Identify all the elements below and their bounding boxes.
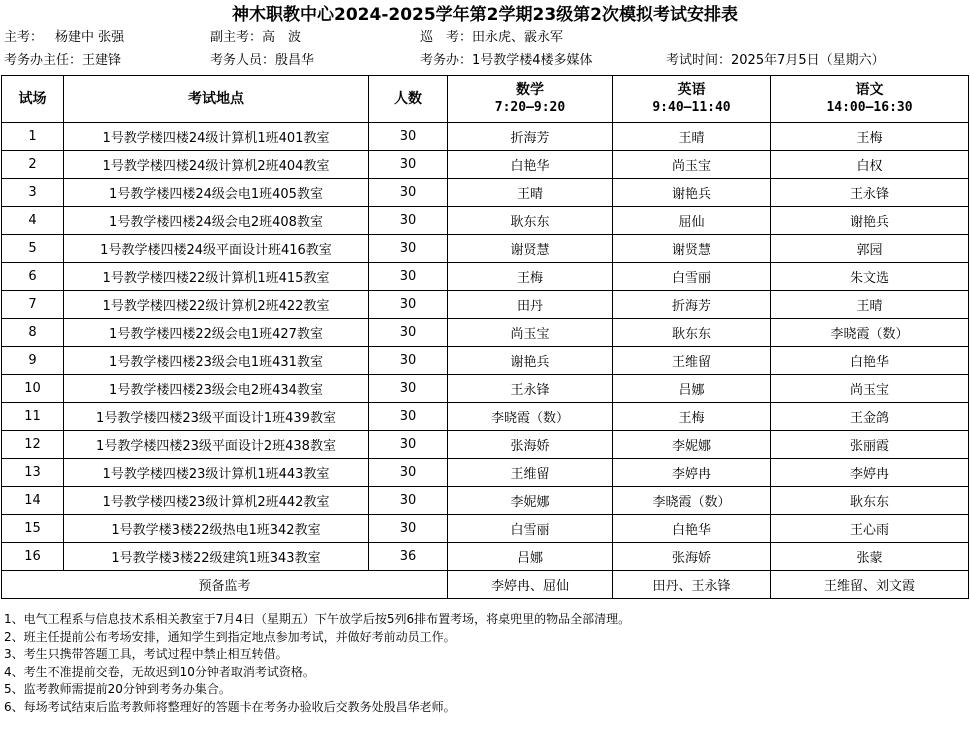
table-row — [2, 515, 969, 543]
table-row — [2, 431, 969, 459]
cell-math: 李晓霞（数） — [448, 403, 613, 431]
cell-math: 王晴 — [448, 179, 613, 207]
staff-info-row-2 — [0, 50, 970, 72]
cell-count: 30 — [369, 375, 448, 403]
exam-date — [666, 50, 885, 72]
cell-math: 王梅 — [448, 263, 613, 291]
cell-english: 白雪丽 — [613, 263, 771, 291]
cell-count: 30 — [369, 403, 448, 431]
cell-english: 李晓霞（数） — [613, 487, 771, 515]
chief-examiner-value: 杨建中 张强 — [55, 30, 125, 45]
table-row — [2, 179, 969, 207]
header-count: 人数 — [369, 76, 448, 123]
header-english-name: 英语 — [677, 82, 706, 98]
deputy-examiner-value: 高 波 — [262, 30, 302, 45]
cell-room: 12 — [2, 431, 64, 459]
cell-english: 谢贤慧 — [613, 235, 771, 263]
cell-room: 1 — [2, 123, 64, 151]
cell-count: 30 — [369, 319, 448, 347]
cell-english: 王维留 — [613, 347, 771, 375]
header-math — [448, 76, 613, 123]
cell-math: 尚玉宝 — [448, 319, 613, 347]
cell-room: 10 — [2, 375, 64, 403]
cell-english: 吕娜 — [613, 375, 771, 403]
reserve-label: 预备监考 — [2, 571, 448, 599]
patrol-examiner-value: 田永虎、霰永军 — [472, 30, 564, 45]
cell-chinese: 李晓霞（数） — [771, 319, 969, 347]
cell-math: 王维留 — [448, 459, 613, 487]
office-director-value: 王建锋 — [82, 53, 122, 68]
reserve-math: 李婷冉、屈仙 — [448, 571, 613, 599]
cell-location: 1号教学楼四楼22级会电1班427教室 — [64, 319, 369, 347]
cell-english: 王晴 — [613, 123, 771, 151]
cell-location: 1号教学楼3楼22级建筑1班343教室 — [64, 543, 369, 571]
cell-chinese: 耿东东 — [771, 487, 969, 515]
cell-chinese: 王梅 — [771, 123, 969, 151]
table-header-row — [2, 76, 969, 123]
exam-office-label: 考务办： — [420, 53, 473, 68]
cell-count: 30 — [369, 263, 448, 291]
cell-chinese: 郭园 — [771, 235, 969, 263]
cell-room: 6 — [2, 263, 64, 291]
cell-chinese: 王心雨 — [771, 515, 969, 543]
cell-count: 30 — [369, 235, 448, 263]
cell-chinese: 朱文选 — [771, 263, 969, 291]
cell-location: 1号教学楼3楼22级热电1班342教室 — [64, 515, 369, 543]
cell-chinese: 张蒙 — [771, 543, 969, 571]
cell-chinese: 白艳华 — [771, 347, 969, 375]
table-row — [2, 487, 969, 515]
patrol-examiner-label: 巡 考： — [420, 30, 473, 45]
cell-english: 白艳华 — [613, 515, 771, 543]
cell-location: 1号教学楼四楼22级计算机1班415教室 — [64, 263, 369, 291]
cell-location: 1号教学楼四楼24级会电1班405教室 — [64, 179, 369, 207]
cell-location: 1号教学楼四楼22级计算机2班422教室 — [64, 291, 369, 319]
cell-math: 张海娇 — [448, 431, 613, 459]
header-chinese-time: 14:00—16:30 — [826, 100, 913, 115]
cell-english: 屈仙 — [613, 207, 771, 235]
cell-count: 30 — [369, 179, 448, 207]
note-item: 5、监考教师需提前20分钟到考务办集合。 — [4, 682, 231, 696]
cell-count: 30 — [369, 347, 448, 375]
note-item: 6、每场考试结束后监考教师将整理好的答题卡在考务办验收后交教务处殷昌华老师。 — [4, 699, 456, 714]
cell-math: 折海芳 — [448, 123, 613, 151]
cell-location: 1号教学楼四楼23级平面设计2班438教室 — [64, 431, 369, 459]
cell-math: 白雪丽 — [448, 515, 613, 543]
cell-english: 张海娇 — [613, 543, 771, 571]
table-row — [2, 207, 969, 235]
cell-chinese: 谢艳兵 — [771, 207, 969, 235]
reserve-english: 田丹、王永锋 — [613, 571, 771, 599]
cell-chinese: 王金鸽 — [771, 403, 969, 431]
deputy-examiner-label: 副主考： — [210, 30, 263, 45]
table-row — [2, 123, 969, 151]
note-item: 4、考生不准提前交卷，无故迟到10分钟者取消考试资格。 — [4, 664, 315, 679]
cell-math: 吕娜 — [448, 543, 613, 571]
cell-room: 5 — [2, 235, 64, 263]
cell-count: 30 — [369, 515, 448, 543]
cell-room: 2 — [2, 151, 64, 179]
cell-count: 30 — [369, 151, 448, 179]
cell-math: 耿东东 — [448, 207, 613, 235]
exam-date-label: 考试时间： — [666, 53, 732, 68]
reserve-chinese: 王维留、刘文霞 — [771, 571, 969, 599]
cell-chinese: 白权 — [771, 151, 969, 179]
cell-math: 谢艳兵 — [448, 347, 613, 375]
cell-location: 1号教学楼四楼24级平面设计班416教室 — [64, 235, 369, 263]
cell-english: 李妮娜 — [613, 431, 771, 459]
cell-count: 30 — [369, 431, 448, 459]
cell-location: 1号教学楼四楼23级计算机2班442教室 — [64, 487, 369, 515]
cell-math: 田丹 — [448, 291, 613, 319]
header-chinese-name: 语文 — [855, 82, 884, 98]
cell-math: 白艳华 — [448, 151, 613, 179]
cell-chinese: 李婷冉 — [771, 459, 969, 487]
cell-count: 30 — [369, 459, 448, 487]
cell-english: 李婷冉 — [613, 459, 771, 487]
cell-count: 30 — [369, 207, 448, 235]
cell-chinese: 张丽霞 — [771, 431, 969, 459]
table-row — [2, 543, 969, 571]
exam-date-value: 2025年7月5日（星期六） — [731, 53, 885, 68]
table-row — [2, 235, 969, 263]
table-row — [2, 291, 969, 319]
table-row — [2, 459, 969, 487]
reserve-proctor-row — [2, 571, 969, 599]
staff-info-row-1 — [0, 27, 970, 49]
cell-count: 36 — [369, 543, 448, 571]
cell-english: 耿东东 — [613, 319, 771, 347]
chief-examiner-label: 主考： — [4, 30, 44, 45]
note-item: 2、班主任提前公布考场安排，通知学生到指定地点参加考试，并做好考前动员工作。 — [4, 629, 456, 644]
header-english-time: 9:40—11:40 — [652, 100, 731, 115]
cell-chinese: 尚玉宝 — [771, 375, 969, 403]
header-chinese — [771, 76, 969, 123]
cell-math: 王永锋 — [448, 375, 613, 403]
cell-room: 11 — [2, 403, 64, 431]
table-row — [2, 347, 969, 375]
note-item: 1、电气工程系与信息技术系相关教室于7月4日（星期五）下午放学后按5列6排布置考场，将桌兜里的物品全部清理。 — [4, 612, 631, 626]
cell-chinese: 王永锋 — [771, 179, 969, 207]
exam-schedule-table — [1, 75, 969, 599]
table-row — [2, 403, 969, 431]
table-row — [2, 375, 969, 403]
cell-location: 1号教学楼四楼23级平面设计1班439教室 — [64, 403, 369, 431]
cell-english: 尚玉宝 — [613, 151, 771, 179]
cell-location: 1号教学楼四楼24级计算机2班404教室 — [64, 151, 369, 179]
cell-room: 9 — [2, 347, 64, 375]
cell-math: 谢贤慧 — [448, 235, 613, 263]
cell-room: 7 — [2, 291, 64, 319]
cell-room: 13 — [2, 459, 64, 487]
exam-office — [420, 50, 593, 72]
table-row — [2, 151, 969, 179]
header-location: 考试地点 — [64, 76, 369, 123]
office-director — [4, 50, 121, 72]
cell-location: 1号教学楼四楼23级会电2班434教室 — [64, 375, 369, 403]
cell-room: 14 — [2, 487, 64, 515]
cell-count: 30 — [369, 123, 448, 151]
cell-room: 15 — [2, 515, 64, 543]
cell-english: 折海芳 — [613, 291, 771, 319]
notes-section — [4, 611, 964, 716]
cell-room: 16 — [2, 543, 64, 571]
cell-room: 4 — [2, 207, 64, 235]
note-item: 3、考生只携带答题工具，考试过程中禁止相互转借。 — [4, 647, 288, 661]
header-english — [613, 76, 771, 123]
patrol-examiner — [420, 27, 563, 49]
table-row — [2, 319, 969, 347]
cell-location: 1号教学楼四楼24级会电2班408教室 — [64, 207, 369, 235]
chief-examiner — [4, 27, 124, 49]
office-staff — [210, 50, 314, 72]
exam-office-value: 1号教学楼4楼多媒体 — [472, 53, 593, 68]
office-staff-label: 考务人员： — [210, 53, 276, 68]
page-title: 神木职教中心2024-2025学年第2学期23级第2次模拟考试安排表 — [232, 5, 738, 25]
header-math-name: 数学 — [516, 82, 544, 98]
cell-math: 李妮娜 — [448, 487, 613, 515]
cell-location: 1号教学楼四楼23级会电1班431教室 — [64, 347, 369, 375]
cell-location: 1号教学楼四楼24级计算机1班401教室 — [64, 123, 369, 151]
table-row — [2, 263, 969, 291]
office-director-label: 考务办主任： — [4, 53, 83, 68]
cell-english: 王梅 — [613, 403, 771, 431]
cell-chinese: 王晴 — [771, 291, 969, 319]
cell-english: 谢艳兵 — [613, 179, 771, 207]
cell-count: 30 — [369, 487, 448, 515]
cell-room: 8 — [2, 319, 64, 347]
cell-count: 30 — [369, 291, 448, 319]
office-staff-value: 殷昌华 — [275, 53, 315, 68]
header-room: 试场 — [2, 76, 64, 123]
cell-room: 3 — [2, 179, 64, 207]
deputy-examiner — [210, 27, 301, 49]
cell-location: 1号教学楼四楼23级计算机1班443教室 — [64, 459, 369, 487]
header-math-time: 7:20—9:20 — [494, 100, 566, 115]
